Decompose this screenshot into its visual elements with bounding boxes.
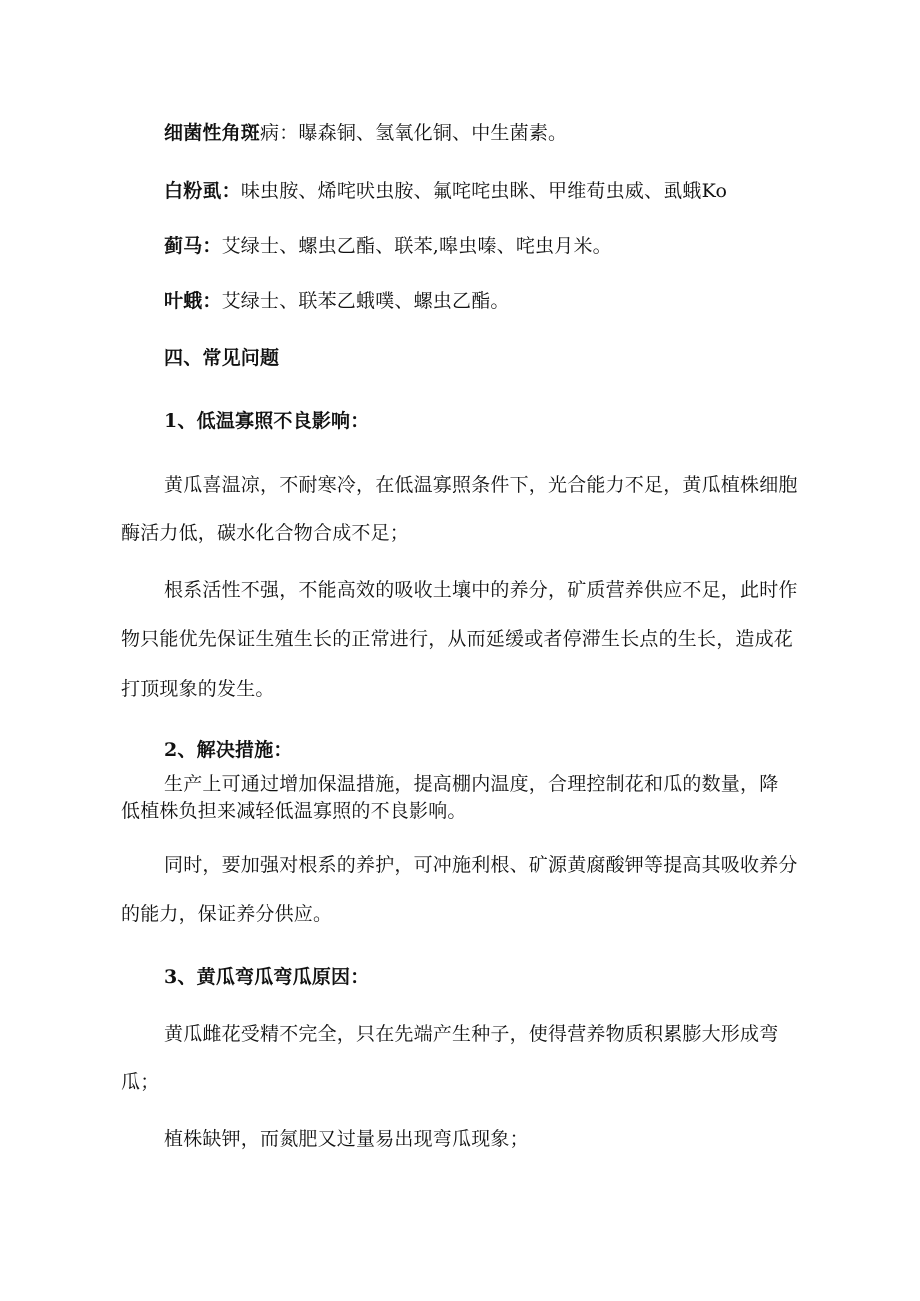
pest-remedy: 味虫胺、烯咤吠虫胺、氟咤咤虫眯、甲维荀虫威、虱蛾Ko bbox=[240, 180, 728, 202]
subheading-1: 1、低温寡照不良影响： bbox=[164, 410, 370, 432]
paragraph-line: 同时，要加强对根系的养护，可冲施利根、矿源黄腐酸钾等提高其吸收养分 bbox=[164, 854, 798, 876]
paragraph-line: 生产上可通过增加保温措施，提高棚内温度，合理控制花和瓜的数量，降 bbox=[164, 773, 779, 795]
subheading-3: 3、黄瓜弯瓜弯瓜原因： bbox=[164, 966, 370, 988]
pest-remedy: 艾绿士、螺虫乙酯、联苯,嗥虫嗪、咤虫月米。 bbox=[221, 235, 612, 257]
pest-label-suffix: 病： bbox=[260, 122, 299, 144]
paragraph-line: 物只能优先保证生殖生长的正常进行，从而延缓或者停滞生长点的生长，造成花 bbox=[121, 628, 794, 650]
paragraph-line: 植株缺钾，而氮肥又过量易出现弯瓜现象； bbox=[164, 1128, 529, 1150]
pest-label: 蓟马： bbox=[164, 235, 222, 257]
pest-entry-whitefly bbox=[164, 179, 727, 203]
paragraph-line: 根系活性不强，不能高效的吸收土壤中的养分，矿质营养供应不足，此时作 bbox=[164, 579, 798, 601]
pest-label: 叶蛾： bbox=[164, 290, 222, 312]
paragraph-line: 瓜； bbox=[121, 1071, 160, 1093]
paragraph-line: 低植株负担来减轻低温寡照的不良影响。 bbox=[121, 800, 467, 822]
paragraph-line: 黄瓜喜温凉，不耐寒冷，在低温寡照条件下，光合能力不足，黄瓜植株细胞 bbox=[164, 474, 798, 496]
pest-label: 细菌性角斑 bbox=[164, 122, 261, 144]
pest-entry-leaf-moth bbox=[164, 289, 510, 313]
pest-label: 白粉虱： bbox=[164, 180, 241, 202]
section-title: 四、常见问题 bbox=[164, 347, 280, 369]
pest-entry-bacterial-angular-leaf-spot bbox=[164, 121, 567, 145]
subheading-2: 2、解决措施： bbox=[164, 739, 293, 761]
paragraph-line: 的能力，保证养分供应。 bbox=[121, 903, 333, 925]
paragraph-line: 打顶现象的发生。 bbox=[121, 678, 275, 700]
paragraph-line: 黄瓜雌花受精不完全，只在先端产生种子，使得营养物质积累膨大形成弯 bbox=[164, 1023, 779, 1045]
pest-remedy: 艾绿士、联苯乙蛾噗、螺虫乙酯。 bbox=[221, 290, 510, 312]
paragraph-line: 酶活力低，碳水化合物合成不足； bbox=[121, 522, 410, 544]
pest-entry-thrips bbox=[164, 234, 612, 258]
pest-remedy: 曝森铜、氢氧化铜、中生菌素。 bbox=[298, 122, 568, 144]
